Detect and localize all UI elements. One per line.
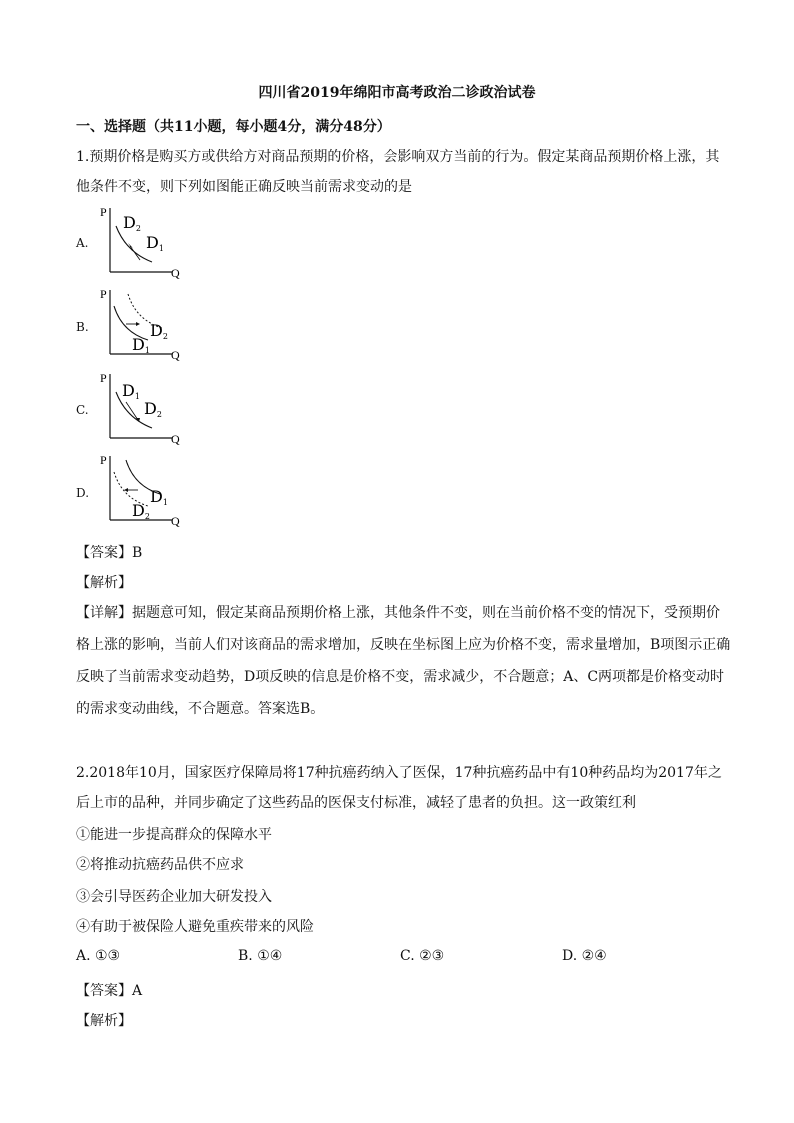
q1-answer: 【答案】B [76,545,143,561]
p-axis-label: P [100,205,107,219]
curve-label-1: D1 [122,381,140,401]
q-axis-label: Q [171,266,180,280]
q1-option-c-label: C. [76,403,89,417]
axes [100,371,180,446]
page-title: 四川省2019年绵阳市高考政治二诊政治试卷 [258,85,536,101]
q1-option-c-graph [96,368,186,448]
q1-detail-line-1: 【详解】据题意可知，假定某商品预期价格上涨，其他条件不变，则在当前价格不变的情况下，受预期价 [76,605,720,621]
p-axis-label: P [100,371,107,385]
q1-option-a-graph [96,202,186,282]
q-axis-label: Q [171,348,180,362]
q2-item-3: ③会引导医药企业加大研发投入 [76,889,272,905]
curve-label-1: D2 [123,213,141,233]
p-axis-label: P [100,453,107,467]
q2-analysis-head: 【解析】 [76,1013,132,1029]
q1-analysis-head: 【解析】 [76,575,132,591]
axes [100,205,180,280]
q2-stem-line-2: 后上市的品种，并同步确定了这些药品的医保支付标准，减轻了患者的负担。这一政策红利 [76,795,636,811]
q-axis-label: Q [171,432,180,446]
q1-option-a-label: A. [76,236,89,250]
q-axis-label: Q [171,514,180,528]
arrow-line [130,246,140,260]
q1-detail-line-3: 反映了当前需求变动趋势，D项反映的信息是价格不变，需求减少，不合题意；A、C两项都是价格变动时 [76,669,725,685]
q2-choice-a: A. ①③ [76,948,121,964]
q2-choice-c: C. ②③ [400,948,445,964]
curve-label-1: D1 [150,487,168,507]
q2-choice-b: B. ①④ [238,948,283,964]
q1-detail-line-2: 格上涨的影响，当前人们对该商品的需求增加，反映在坐标图上应为价格不变，需求量增加，B项图示正确 [76,637,731,653]
section-header: 一、选择题（共11小题，每小题4分，满分48分） [76,119,391,135]
arrow-head [124,488,128,492]
q1-option-d-label: D. [76,486,90,500]
q2-choice-d: D. ②④ [562,948,607,964]
q2-item-4: ④有助于被保险人避免重疾带来的风险 [76,919,314,935]
q1-option-d-graph [96,450,186,530]
curve-label-2: D2 [132,501,150,521]
q1-option-b-label: B. [76,320,89,334]
curve-label-2: D2 [144,399,162,419]
curve-label-2: D1 [132,335,150,355]
q2-stem-line-1: 2.2018年10月，国家医疗保障局将17种抗癌药纳入了医保，17种抗癌药品中有10种药品均为2017年之 [76,765,722,781]
q1-detail-line-4: 的需求变动曲线，不合题意。答案选B。 [76,701,325,717]
q2-item-1: ①能进一步提高群众的保障水平 [76,827,272,843]
q2-answer: 【答案】A [76,983,143,999]
curve-label-1: D2 [150,321,168,341]
curve-label-2: D1 [146,233,164,253]
q1-stem-line-2: 他条件不变，则下列如图能正确反映当前需求变动的是 [76,179,412,195]
q1-stem-line-1: 1.预期价格是购买方或供给方对商品预期的价格，会影响双方当前的行为。假定某商品预期价格上涨，其 [76,149,720,165]
q2-item-2: ②将推动抗癌药品供不应求 [76,857,244,873]
arrow-head [136,322,140,326]
p-axis-label: P [100,287,107,301]
q1-option-b-graph [96,284,186,364]
